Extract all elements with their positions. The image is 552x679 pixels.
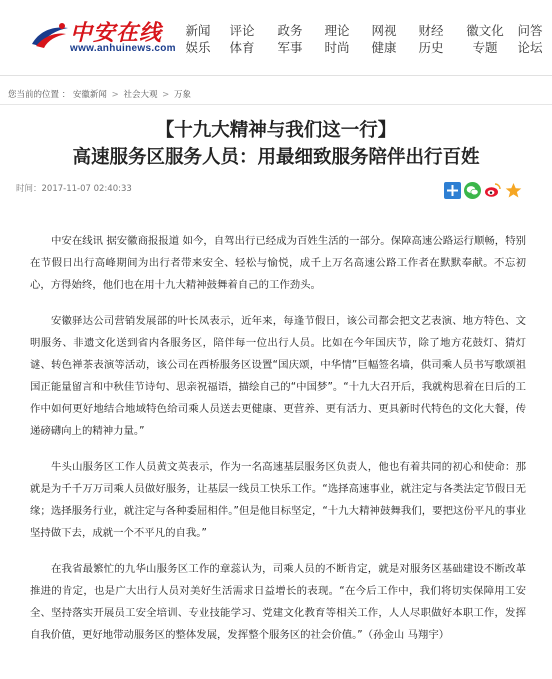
breadcrumb-item[interactable]: 万象 [174, 90, 192, 100]
wechat-icon[interactable] [464, 182, 481, 199]
site-logo[interactable] [30, 16, 180, 56]
header-divider [0, 75, 552, 76]
nav-link-finance[interactable]: 财经 [418, 23, 444, 38]
breadcrumb-divider [0, 104, 552, 105]
nav-link-theory[interactable]: 理论 [324, 23, 350, 38]
weibo-icon[interactable] [484, 182, 501, 199]
breadcrumb-prefix: 您当前的位置 ： [8, 90, 71, 100]
nav-link-qa[interactable]: 问答 [517, 23, 543, 38]
plus-share-icon[interactable] [444, 182, 461, 199]
nav-link-history[interactable]: 历史 [418, 40, 444, 55]
logo-url: www.anhuinews.com [70, 43, 176, 54]
article-body [30, 230, 526, 660]
article-title-line1: 【十九大精神与我们这一行】 [155, 120, 397, 141]
article-title-line2: 高速服务区服务人员：用最细致服务陪伴出行百姓 [72, 147, 480, 168]
logo-swoosh-icon [30, 20, 70, 50]
breadcrumb-separator: > [111, 90, 119, 100]
article-paragraph: 在我省最繁忙的九华山服务区工作的章蕊认为，司乘人员的不断肯定，就是对服务区基础建设不断改革推进的肯定，也是广大出行人员对美好生活需求日益增长的表现。“在今后工作中，我们将切实保障用工安全、坚持落实开展员工安全培训、专业技能学习、党建文化教育等相关工作，人人尽职做好本职工作，发挥自我价值，更好地带动服务区的整体发展，发挥整个服务区的社会价值。”（孙金山 马翔宇） [30, 563, 526, 641]
main-nav [180, 22, 552, 62]
article-time: 时间：2017-11-07 02:40:33 [16, 184, 132, 194]
breadcrumb-item[interactable]: 社会大观 [123, 90, 158, 100]
article-paragraph: 安徽驿达公司营销发展部的叶长凤表示，近年来，每逢节假日，该公司都会把文艺表演、地方特色、文明服务、非遗文化送到省内各服务区，陪伴每一位出行人员。比如在今年国庆节，除了地方花鼓灯、猜灯谜、转色禅茶表演等活动，该公司在西桥服务区设置“国庆颂，中华情”巨幅签名墙，供司乘人员书写歌颂祖国正能量留言和中秋佳节诗句、思亲祝福语，描绘自己的“中国梦”。“十九大召开后，我就构思着在日后的工作中如何更好地结合地域特色给司乘人员送去更健康、更营养、更有活力、更具新时代特色的文化大餐，传递磅礴向上的精神力量。” [30, 315, 526, 437]
breadcrumb-item[interactable]: 安徽新闻 [72, 90, 107, 100]
nav-column [224, 22, 260, 56]
nav-link-commentary[interactable]: 评论 [229, 23, 255, 38]
nav-column [413, 22, 449, 56]
site-header [0, 0, 552, 70]
nav-link-military[interactable]: 军事 [277, 40, 303, 55]
logo-text: 中安在线 [70, 20, 163, 46]
nav-link-news[interactable]: 新闻 [185, 23, 211, 38]
nav-link-health[interactable]: 健康 [371, 40, 397, 55]
nav-column [319, 22, 355, 56]
nav-link-sports[interactable]: 体育 [229, 40, 255, 55]
nav-column [512, 22, 548, 56]
nav-link-topics[interactable]: 专题 [472, 40, 498, 55]
nav-column [272, 22, 308, 56]
article-paragraph: 中安在线讯 据安徽商报报道 如今，自驾出行已经成为百姓生活的一部分。保障高速公路运行顺畅，特别在节假日出行高峰期间为出行者带来安全、轻松与愉悦，成千上万名高速公路工作者在默默奉献。不忘初心，方得始终，他们也在用十九大精神鼓舞着自己的工作劲头。 [30, 235, 526, 291]
favorite-star-icon[interactable] [505, 182, 522, 199]
nav-column [463, 22, 507, 56]
breadcrumb-separator: > [162, 90, 170, 100]
nav-link-video[interactable]: 网视 [371, 23, 397, 38]
breadcrumb [8, 88, 191, 100]
nav-link-entertainment[interactable]: 娱乐 [185, 40, 211, 55]
article-paragraph: 牛头山服务区工作人员黄文英表示，作为一名高速基层服务区负责人，他也有着共同的初心和使命：那就是为千千万万司乘人员做好服务，让基层一线员工快乐工作。“选择高速事业，就注定与各类法定节假日无缘；选择服务行业，就注定与各种委屈相伴。”但是他目标坚定，“十九大精神鼓舞我们，要把这份平凡的事业坚持做下去，成就一个不平凡的自我。” [30, 461, 526, 539]
nav-link-government[interactable]: 政务 [277, 23, 303, 38]
nav-column [180, 22, 216, 56]
nav-column [366, 22, 402, 56]
nav-link-fashion[interactable]: 时尚 [324, 40, 350, 55]
nav-link-forum[interactable]: 论坛 [517, 40, 543, 55]
nav-link-hui-culture[interactable]: 徽文化 [466, 23, 504, 38]
